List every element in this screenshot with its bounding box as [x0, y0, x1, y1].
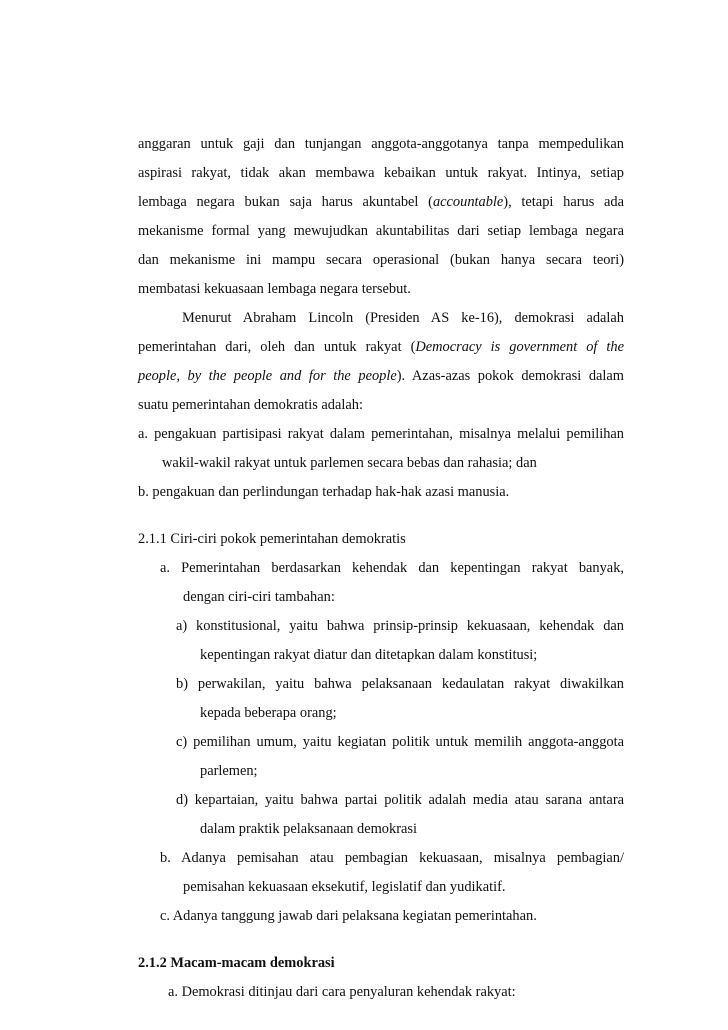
- italic-term: accountable: [432, 194, 504, 210]
- sub-list-item-cont: parlemen;: [200, 763, 258, 779]
- paragraph-line: [138, 193, 624, 211]
- sub-list-item: d) kepartaian, yaitu bahwa partai politik adalah media atau sarana antara: [176, 792, 624, 808]
- sub-list-item: a) konstitusional, yaitu bahwa prinsip-prinsip kekuasaan, kehendak dan: [176, 618, 624, 634]
- text-span: ). Azas-azas pokok demokrasi dalam: [396, 368, 625, 384]
- sub-list-item-cont: kepentingan rakyat diatur dan ditetapkan dalam konstitusi;: [200, 647, 538, 663]
- list-item-b: b. pengakuan dan perlindungan terhadap hak-hak azasi manusia.: [138, 484, 510, 500]
- section-heading: 2.1.1 Ciri-ciri pokok pemerintahan demokratis: [138, 531, 406, 547]
- list-item: a. Demokrasi ditinjau dari cara penyaluran kehendak rakyat:: [168, 984, 516, 1000]
- list-item: c. Adanya tanggung jawab dari pelaksana kegiatan pemerintahan.: [160, 908, 537, 924]
- section-heading: 2.1.2 Macam-macam demokrasi: [138, 955, 335, 971]
- sub-list-item: c) pemilihan umum, yaitu kegiatan politik untuk memilih anggota-anggota: [176, 734, 624, 750]
- list-item: b. Adanya pemisahan atau pembagian kekuasaan, misalnya pembagian/: [160, 850, 624, 866]
- list-item-cont: pemisahan kekuasaan eksekutif, legislatif dan yudikatif.: [183, 879, 506, 895]
- paragraph-line: Menurut Abraham Lincoln (Presiden AS ke-16), demokrasi adalah: [182, 310, 624, 326]
- text-span: pemerintahan dari, oleh dan untuk rakyat (: [138, 339, 416, 355]
- list-item-a: a. pengakuan partisipasi rakyat dalam pemerintahan, misalnya melalui pemilihan: [138, 426, 624, 442]
- sub-list-item-cont: kepada beberapa orang;: [200, 705, 337, 721]
- list-item-cont: dengan ciri-ciri tambahan:: [183, 589, 335, 605]
- list-item-a-cont: wakil-wakil rakyat untuk parlemen secara bebas dan rahasia; dan: [162, 455, 537, 471]
- text-span: lembaga negara bukan saja harus akuntabel (: [138, 194, 433, 210]
- paragraph-line: [138, 338, 624, 356]
- list-item: a. Pemerintahan berdasarkan kehendak dan kepentingan rakyat banyak,: [160, 560, 624, 576]
- paragraph-line: aspirasi rakyat, tidak akan membawa kebaikan untuk rakyat. Intinya, setiap: [138, 165, 624, 181]
- sub-list-item-cont: dalam praktik pelaksanaan demokrasi: [200, 821, 417, 837]
- paragraph-line: dan mekanisme ini mampu secara operasional (bukan hanya secara teori): [138, 252, 624, 268]
- paragraph-line: membatasi kekuasaan lembaga negara tersebut.: [138, 281, 411, 297]
- italic-quote: Democracy is government of the: [415, 339, 624, 355]
- paragraph-line: mekanisme formal yang mewujudkan akuntabilitas dari setiap lembaga negara: [138, 223, 624, 239]
- italic-quote: people, by the people and for the people: [138, 368, 397, 384]
- text-span: ), tetapi harus ada: [503, 194, 624, 210]
- sub-list-item: b) perwakilan, yaitu bahwa pelaksanaan kedaulatan rakyat diwakilkan: [176, 676, 624, 692]
- paragraph-line: suatu pemerintahan demokratis adalah:: [138, 397, 363, 413]
- paragraph-line: [138, 367, 624, 385]
- paragraph-line: anggaran untuk gaji dan tunjangan anggota-anggotanya tanpa mempedulikan: [138, 136, 624, 152]
